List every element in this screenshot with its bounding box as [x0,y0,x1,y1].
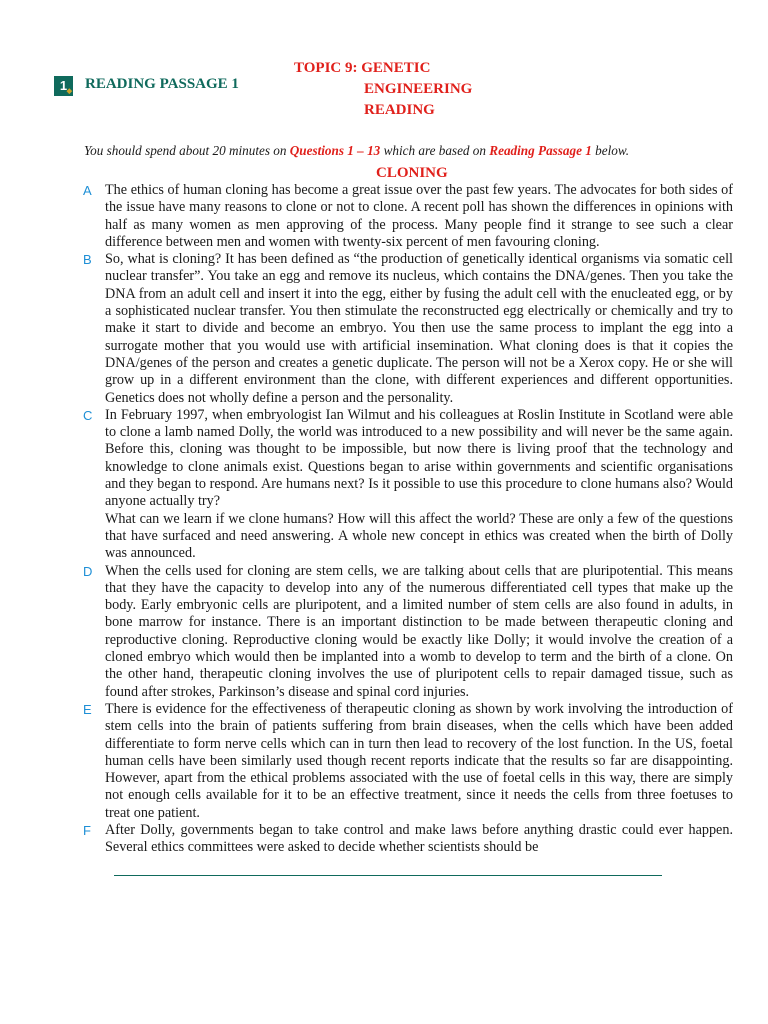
paragraph-c-continued: What can we learn if we clone humans? How will this affect the world? These are only a few of the questions that have surfaced and need answering. A whole new concept in ethics was created when the birth of Dolly was announced. [105,510,733,562]
paragraph-a [83,182,733,251]
paragraph-letter: D [83,563,93,579]
footer-divider [114,875,662,876]
paragraph-letter: F [83,822,91,838]
topic-line-3: READING [364,102,435,118]
paragraph-letter: A [83,183,92,198]
paragraph-d [83,562,733,701]
paragraph-text: So, what is cloning? It has been defined as “the production of genetically identical organisms via somatic cell nuclear transfer”. You take an egg and remove its nucleus, which contains the DNA/genes. Then you take the DNA from an adult cell and insert it into the egg, either by fusing the adult cell with the enucleated egg, or by a sophisticated nuclear transfer. You then stimulate the reconstructed egg electrically or chemically and try to make it start to divide and become an embryo. You then use the same process to implant the egg into a surrogate mother that you would use with artificial insemination. What cloning does is that it copies the DNA/genes of the person and creates a genetic duplicate. The person will not be a Xerox copy. He or she will grow up in a different environment than the clone, with different experiences and different opportunities. Genetics does not wholly define a person and the personality. [105,251,733,406]
passage-number: 1 [59,78,68,93]
badge-corner-icon: ◆ [66,88,72,95]
passage-number-badge [54,76,73,96]
paragraph-f [83,821,733,857]
topic-line-2: ENGINEERING [364,81,473,97]
article-title: CLONING [376,165,448,181]
topic-heading [294,58,472,121]
paragraph-c [83,406,733,511]
paragraph-text: After Dolly, governments began to take control and make laws before anything drastic could ever happen. Several ethics committees were asked to decide whether scientists should be [105,821,733,856]
paragraph-text: The ethics of human cloning has become a great issue over the past few years. The advocates for both sides of the issue have many reasons to clone or not to clone. A recent poll has shown the differences in opinions with half as many women as men approving of the process. Many people find it strange to see such a clear difference between men and women with twenty-six percent of men favouring cloning. [105,182,733,250]
paragraph-letter: C [83,407,93,423]
paragraph-b [83,251,733,407]
passage-title: READING PASSAGE 1 [85,76,239,92]
paragraph-text: In February 1997, when embryologist Ian Wilmut and his colleagues at Roslin Institute in Scotland were able to clone a lamb named Dolly, the world was introduced to a new possibility and will never be the same again. Before this, cloning was thought to be impossible, but now there is living proof that the technology and knowledge to clone animals exist. Questions began to arise within governments and scientific organisations and they began to respond. Are humans next? Is it possible to use this procedure to clone humans also? Would anyone actually try? [105,406,733,510]
article-body [83,182,733,857]
topic-line-1: TOPIC 9: GENETIC [294,60,431,76]
instructions [84,143,644,159]
paragraph-e [83,700,733,822]
paragraph-letter: E [83,701,92,717]
instructions-passage: Reading Passage 1 [489,143,592,158]
instructions-part-3: below. [591,143,629,158]
instructions-questions: Questions 1 – 13 [289,143,381,158]
paragraph-letter: B [83,252,92,268]
instructions-part-1: You should spend about 20 minutes on [84,143,290,158]
paragraph-text: There is evidence for the effectiveness of therapeutic cloning as shown by work involving the introduction of stem cells into the brain of patients suffering from brain diseases, when the cells which have been added differentiate to form nerve cells which can in turn then lead to recovery of the lost function. In the US, foetal human cells have been similarly used though recent reports indicate that the results so far are disappointing. However, apart from the ethical problems associated with the use of foetal cells in this way, there are simply not enough cells available for it to be an effective treatment, since it needs the cells from three foetuses to treat one patient. [105,700,733,821]
paragraph-text: When the cells used for cloning are stem cells, we are talking about cells that are pluripotential. This means that they have the capacity to develop into any of the numerous differentiated cell types that make up the body. Early embryonic cells are pluripotent, and a limited number of stem cells are also found in adults, in bone marrow for instance. There is an important distinction to be made between therapeutic cloning and reproductive cloning. Reproductive cloning would be exactly like Dolly; it would involve the creation of a cloned embryo which would then be implanted into a womb to develop to term and the birth of a clone. On the other hand, therapeutic cloning involves the use of pluripotent cells to repair damaged tissue, such as found after strokes, Parkinson’s disease and spinal cord injuries. [105,562,733,700]
instructions-part-2: which are based on [380,143,490,158]
